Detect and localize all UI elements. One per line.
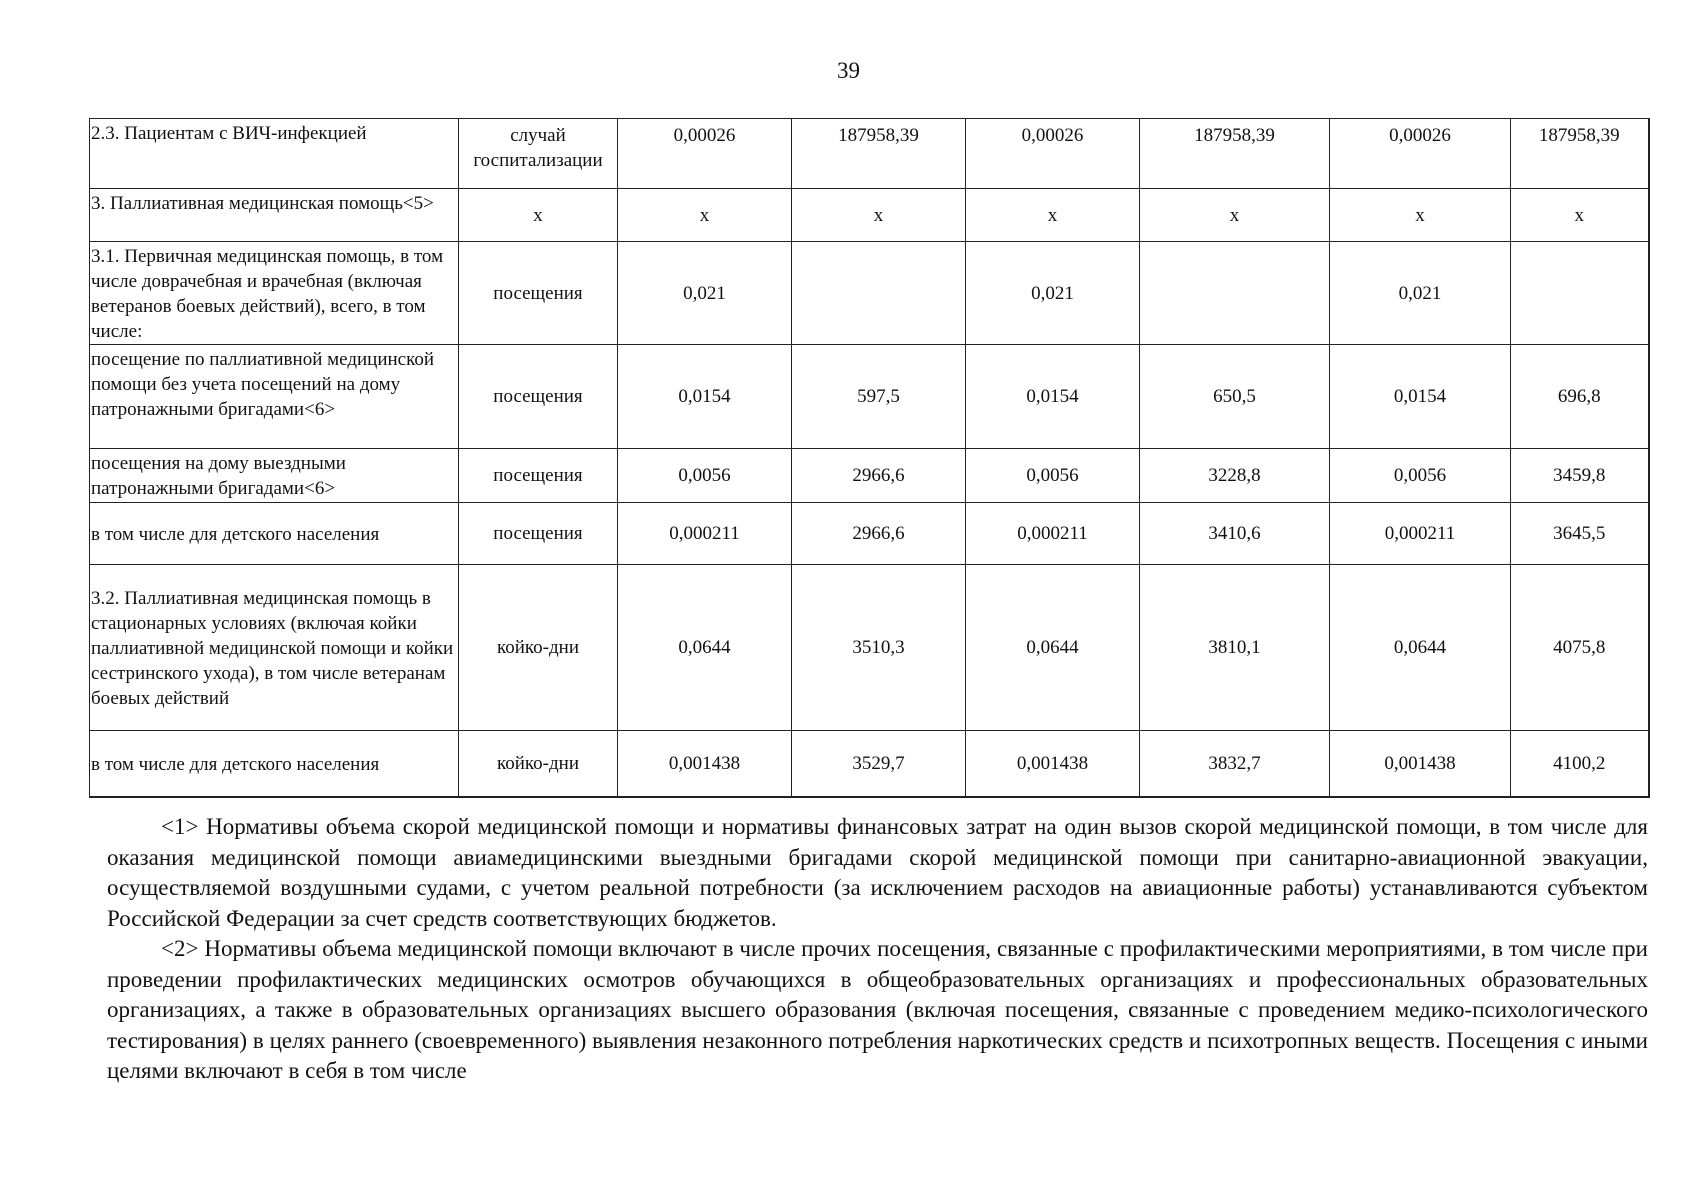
value-cell: 0,021: [618, 242, 792, 345]
value-cell: 187958,39: [1140, 119, 1330, 189]
value-cell: 2966,6: [792, 503, 966, 565]
value-cell: [1511, 242, 1649, 345]
table-row: [90, 731, 1649, 797]
unit-cell: х: [459, 189, 618, 242]
value-cell: х: [1511, 189, 1649, 242]
value-cell: 3645,5: [1511, 503, 1649, 565]
value-cell: 0,001438: [618, 731, 792, 797]
value-cell: 3228,8: [1140, 449, 1330, 503]
value-cell: 696,8: [1511, 345, 1649, 449]
value-cell: 0,001438: [1330, 731, 1511, 797]
value-cell: 597,5: [792, 345, 966, 449]
value-cell: 0,0154: [966, 345, 1140, 449]
value-cell: 0,0644: [618, 565, 792, 731]
value-cell: 0,0154: [618, 345, 792, 449]
row-label: посещение по паллиативной медицинской помощи без учета посещений на дому патронажными бригадами<6>: [90, 345, 459, 449]
table-row: [90, 189, 1649, 242]
value-cell: х: [618, 189, 792, 242]
value-cell: х: [966, 189, 1140, 242]
value-cell: 187958,39: [792, 119, 966, 189]
row-label: посещения на дому выездными патронажными бригадами<6>: [90, 449, 459, 503]
value-cell: 0,00026: [618, 119, 792, 189]
value-cell: 0,0056: [966, 449, 1140, 503]
value-cell: 0,021: [966, 242, 1140, 345]
footnote-2: <2> Нормативы объема медицинской помощи включают в числе прочих посещения, связанные с профилактическими мероприятиями, в том числе при проведении профилактических медицинских осмотров обучающихся в общеобразовательных организациях и профессиональных образовательных организациях, а также в образовательных организациях высшего образования (включая посещения, связанные с проведением медико-психологического тестирования) в целях раннего (своевременного) выявления незаконного потребления наркотических средств и психотропных веществ. Посещения с иными целями включают в себя в том числе: [107, 936, 1648, 1083]
value-cell: 0,00026: [1330, 119, 1511, 189]
value-cell: 0,021: [1330, 242, 1511, 345]
value-cell: х: [1140, 189, 1330, 242]
unit-cell: посещения: [459, 449, 618, 503]
value-cell: 0,0154: [1330, 345, 1511, 449]
value-cell: 4075,8: [1511, 565, 1649, 731]
table-row: [90, 119, 1649, 189]
value-cell: 0,000211: [966, 503, 1140, 565]
value-cell: 0,000211: [618, 503, 792, 565]
value-cell: 3510,3: [792, 565, 966, 731]
norms-table: [89, 118, 1650, 798]
unit-cell: посещения: [459, 242, 618, 345]
table-row: [90, 242, 1649, 345]
value-cell: 0,0644: [1330, 565, 1511, 731]
value-cell: 3832,7: [1140, 731, 1330, 797]
row-label: 3.2. Паллиативная медицинская помощь в стационарных условиях (включая койки паллиативной медицинской помощи и койки сестринского ухода), в том числе ветеранам боевых действий: [90, 565, 459, 731]
value-cell: 187958,39: [1511, 119, 1649, 189]
value-cell: 3459,8: [1511, 449, 1649, 503]
value-cell: 3529,7: [792, 731, 966, 797]
row-label: в том числе для детского населения: [90, 503, 459, 565]
row-label: 3.1. Первичная медицинская помощь, в том числе доврачебная и врачебная (включая ветеранов боевых действий), всего, в том числе:: [90, 242, 459, 345]
unit-cell: случай госпитализации: [459, 119, 618, 189]
value-cell: 0,000211: [1330, 503, 1511, 565]
row-label: 3. Паллиативная медицинская помощь<5>: [90, 189, 459, 242]
table-row: [90, 449, 1649, 503]
row-label: в том числе для детского населения: [90, 731, 459, 797]
table-row: [90, 503, 1649, 565]
value-cell: 0,0056: [1330, 449, 1511, 503]
unit-cell: посещения: [459, 345, 618, 449]
footnote-1: <1> Нормативы объема скорой медицинской помощи и нормативы финансовых затрат на один вызов скорой медицинской помощи, в том числе для оказания медицинской помощи авиамедицинскими выездными бригадами скорой медицинской помощи при санитарно-авиационной эвакуации, осуществляемой воздушными судами, с учетом реальной потребности (за исключением расходов на авиационные работы) устанавливаются субъектом Российской Федерации за счет средств соответствующих бюджетов.: [107, 814, 1648, 931]
table-row: [90, 345, 1649, 449]
value-cell: 0,0644: [966, 565, 1140, 731]
value-cell: 3410,6: [1140, 503, 1330, 565]
page-number: 39: [837, 58, 860, 83]
value-cell: х: [1330, 189, 1511, 242]
unit-cell: посещения: [459, 503, 618, 565]
unit-cell: койко-дни: [459, 731, 618, 797]
row-label: 2.3. Пациентам с ВИЧ-инфекцией: [90, 119, 459, 189]
value-cell: 0,0056: [618, 449, 792, 503]
value-cell: [792, 242, 966, 345]
value-cell: 4100,2: [1511, 731, 1649, 797]
value-cell: 2966,6: [792, 449, 966, 503]
value-cell: 650,5: [1140, 345, 1330, 449]
table-row: [90, 565, 1649, 731]
unit-cell: койко-дни: [459, 565, 618, 731]
value-cell: 0,00026: [966, 119, 1140, 189]
value-cell: 3810,1: [1140, 565, 1330, 731]
value-cell: [1140, 242, 1330, 345]
value-cell: х: [792, 189, 966, 242]
value-cell: 0,001438: [966, 731, 1140, 797]
footnotes: [107, 812, 1648, 1087]
